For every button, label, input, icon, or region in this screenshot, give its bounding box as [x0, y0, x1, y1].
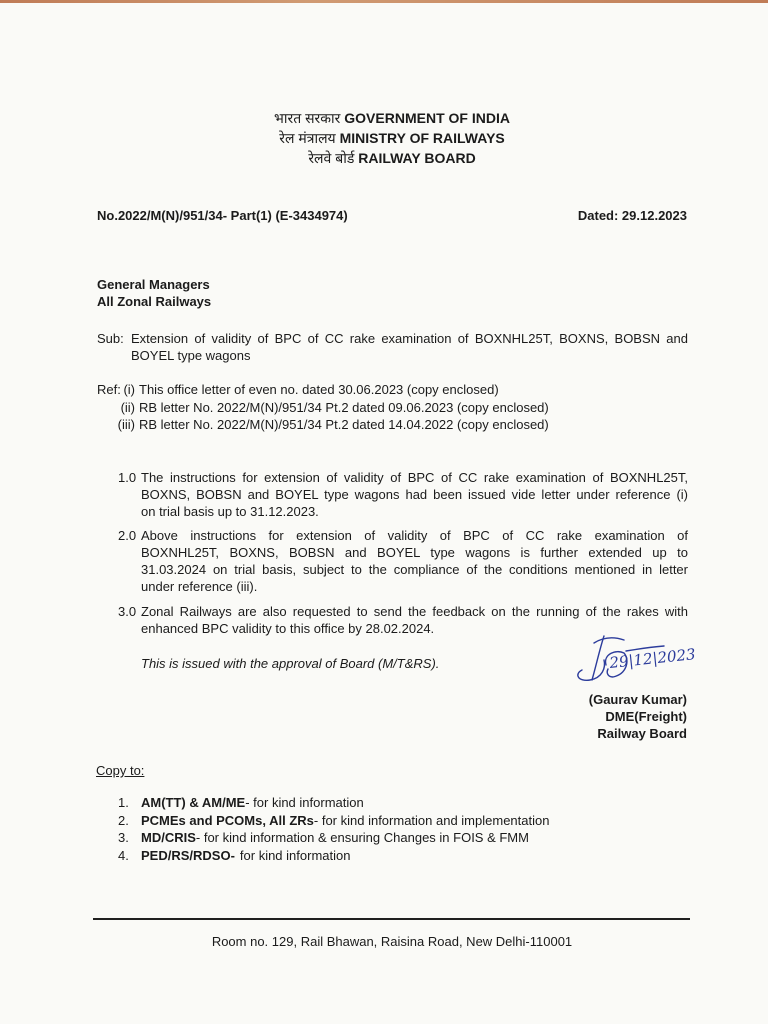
signatory-block	[487, 691, 687, 742]
reference-item	[97, 399, 697, 417]
copy-to-item	[118, 847, 678, 865]
copy-to-item-number: 4.	[118, 847, 129, 863]
copy-to-recipient: AM(TT) & AM/ME	[141, 795, 246, 810]
copy-to-item-body	[141, 812, 549, 830]
copy-to-heading: Copy to:	[96, 763, 145, 778]
reference-item-text: RB letter No. 2022/M(N)/951/34 Pt.2 dated 09.06.2023 (copy enclosed)	[139, 399, 549, 415]
signatory-office: Railway Board	[597, 726, 687, 741]
copy-to-item-body	[141, 829, 529, 847]
signature-crossbar	[594, 638, 624, 643]
letterhead-hindi-text: रेल मंत्रालय	[279, 130, 336, 146]
paragraph-line: BOXNHL25T, BOXNS, BOBSN and BOYEL type wagons is further extended up to	[141, 545, 688, 560]
letterhead-board	[92, 148, 692, 168]
handwritten-signature	[572, 630, 704, 684]
copy-to-item-body	[141, 794, 364, 812]
copy-to-purpose: for kind information	[239, 847, 351, 863]
footer-divider	[93, 918, 690, 920]
paragraph-line: on trial basis up to 31.12.2023.	[141, 504, 319, 519]
references	[97, 381, 697, 435]
paragraph-text	[141, 527, 688, 595]
paragraph-line: 31.03.2024 on trial basis, subject to the compliance of the conditions mentioned in letter	[141, 562, 688, 577]
subject-text	[131, 330, 688, 364]
copy-to-item-number: 3.	[118, 830, 129, 846]
copy-to-recipient: PCMEs and PCOMs, All ZRs	[141, 812, 314, 828]
paragraph-line: BOXNS, BOBSN and BOYEL type wagons had been issued vide letter under reference (i)	[141, 487, 688, 502]
paragraph-number: 3.0	[118, 604, 137, 619]
paragraph-line: Above instructions for extension of validity of BPC of CC rake examination of	[141, 528, 688, 543]
copy-to-recipient: PED/RS/RDSO-	[141, 847, 235, 863]
paragraph-line: under reference (iii).	[141, 579, 258, 594]
copy-to-item	[118, 794, 678, 812]
copy-to-purpose: - for kind information	[245, 795, 364, 810]
subject-line: Extension of validity of BPC of CC rake examination of BOXNHL25T, BOXNS, BOBSN and	[131, 331, 688, 346]
reference-item-number: (ii)	[120, 399, 135, 415]
signatory-name: (Gaurav Kumar)	[588, 692, 687, 707]
copy-to-item-number: 1.	[118, 795, 129, 810]
copy-to-purpose: - for kind information & ensuring Changes in FOIS & FMM	[195, 830, 529, 846]
paragraph-2	[118, 527, 688, 595]
reference-item	[97, 416, 697, 434]
letterhead-english-text: RAILWAY BOARD	[358, 150, 476, 166]
reference-item-number: (i)	[123, 382, 135, 397]
paragraph-text	[141, 469, 688, 520]
copy-to-item	[118, 812, 678, 830]
letterhead-government	[92, 108, 692, 128]
reference-item-text: RB letter No. 2022/M(N)/951/34 Pt.2 dated 14.04.2022 (copy enclosed)	[139, 417, 549, 432]
copy-to-recipient: MD/CRIS	[141, 830, 196, 846]
addressee	[97, 276, 211, 310]
letterhead-hindi-text: भारत सरकार	[274, 110, 341, 126]
paragraph-line: enhanced BPC validity to this office by 28.02.2024.	[141, 621, 435, 636]
copy-to-list	[118, 794, 678, 864]
reference-item	[97, 381, 697, 399]
paragraph-line: The instructions for extension of validity of BPC of CC rake examination of BOXNHL25T,	[141, 470, 688, 485]
subject-label: Sub:	[97, 331, 124, 346]
letter-number: No.2022/M(N)/951/34- Part(1) (E-3434974)	[97, 208, 348, 223]
reference-item-text: This office letter of even no. dated 30.06.2023 (copy enclosed)	[139, 382, 499, 397]
letterhead-english-text: GOVERNMENT OF INDIA	[344, 110, 510, 126]
footer-address: Room no. 129, Rail Bhawan, Raisina Road, New Delhi-110001	[211, 934, 573, 949]
paragraph-number: 1.0	[118, 470, 137, 485]
reference-line	[97, 207, 687, 224]
addressee-line: All Zonal Railways	[97, 294, 212, 309]
approval-note: This is issued with the approval of Board (M/T&RS).	[141, 656, 440, 671]
paper-edge	[0, 0, 768, 3]
copy-to-item	[118, 829, 678, 847]
copy-to-item-body	[141, 847, 350, 865]
paragraph-1	[118, 469, 688, 520]
letterhead-english-text: MINISTRY OF RAILWAYS	[339, 130, 505, 146]
letterhead-hindi-text: रेलवे बोर्ड	[308, 150, 355, 166]
addressee-line: General Managers	[97, 277, 210, 292]
subject-line: BOYEL type wagons	[131, 348, 251, 363]
signature-date: 29|12|2023	[608, 645, 697, 672]
paragraph-number: 2.0	[118, 528, 137, 543]
signatory-designation: DME(Freight)	[605, 709, 687, 724]
letterhead	[92, 108, 692, 168]
copy-to-item-number: 2.	[118, 812, 129, 828]
letter-date: Dated: 29.12.2023	[577, 208, 687, 223]
paragraph-line: Zonal Railways are also requested to send the feedback on the running of the rakes with	[141, 604, 688, 619]
subject	[97, 330, 688, 366]
references-label: Ref:	[97, 382, 121, 397]
letterhead-ministry	[92, 128, 692, 148]
signature-flourish	[578, 660, 605, 680]
copy-to-purpose: - for kind information and implementation	[313, 812, 550, 828]
reference-item-number: (iii)	[117, 417, 135, 432]
